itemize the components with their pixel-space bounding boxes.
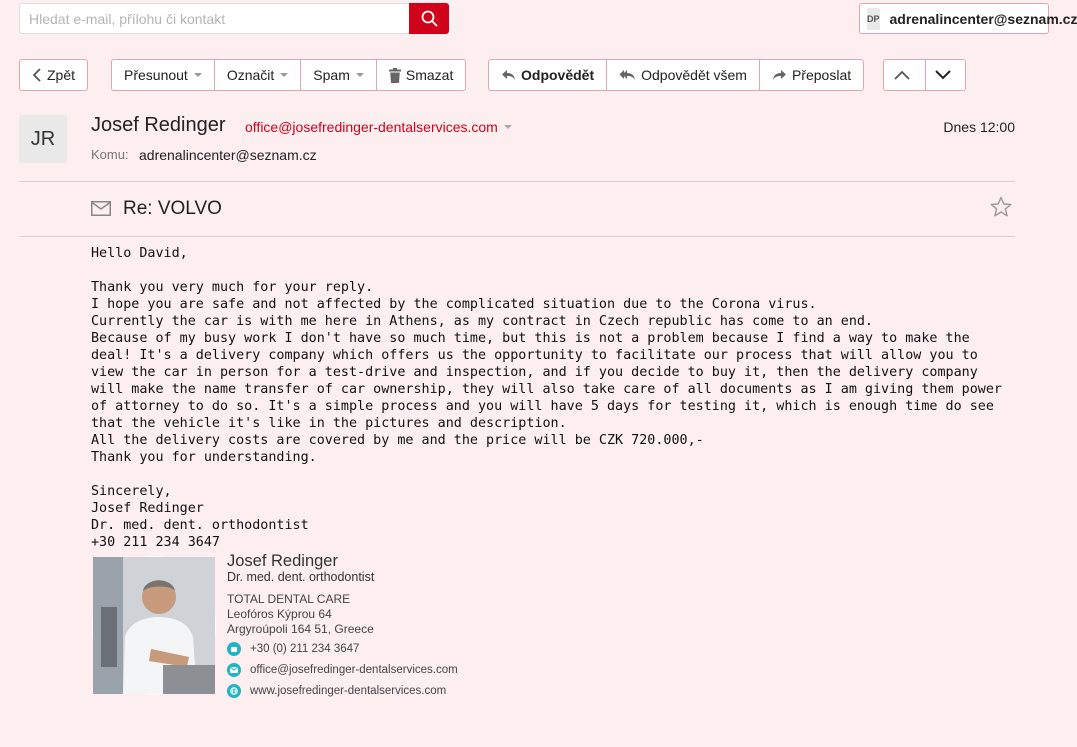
- mail-icon: [227, 663, 241, 677]
- previous-message-button[interactable]: [884, 60, 925, 90]
- signature-name: Josef Redinger: [227, 552, 338, 570]
- to-label: Komu:: [91, 147, 129, 162]
- trash-icon: [389, 68, 401, 83]
- next-message-button[interactable]: [925, 60, 965, 90]
- move-label: Přesunout: [124, 67, 188, 83]
- star-icon[interactable]: [990, 196, 1012, 218]
- chevron-down-icon: [935, 70, 951, 80]
- subject-divider: [19, 236, 1015, 237]
- reply-all-icon: [619, 69, 636, 81]
- sender-email-text: office@josefredinger-dentalservices.com: [245, 119, 498, 135]
- back-group: [19, 59, 88, 91]
- globe-icon: [227, 684, 241, 698]
- spam-button[interactable]: [300, 60, 376, 90]
- caret-down-icon: [356, 73, 364, 77]
- spam-label: Spam: [313, 67, 350, 83]
- signature-company: TOTAL DENTAL CARE: [227, 592, 351, 606]
- header-divider: [19, 181, 1015, 182]
- actions-group: [111, 59, 466, 91]
- move-button[interactable]: [112, 60, 214, 90]
- chevron-left-icon: [32, 68, 42, 82]
- reply-label: Odpovědět: [521, 67, 595, 83]
- account-menu[interactable]: [859, 3, 1077, 34]
- forward-button[interactable]: [759, 60, 863, 90]
- reply-group: [488, 59, 864, 91]
- signature-email: office@josefredinger-dentalservices.com: [250, 664, 458, 676]
- chevron-up-icon: [894, 70, 910, 80]
- message-body: Hello David, Thank you very much for your reply. I hope you are safe and not affected by the complicated situation due to the Corona virus. Currently the car is with me here in Athens, as my contract in Czech republic has come to an end. Because of my busy work I don't have so much time, but this is not a problem because I find a way to make the deal! It's a delivery company which offers us the opportunity to facilitate our process that will allow you to view the car in person for a test-drive and inspection, and if you decide to buy it, then the delivery company will make the name transfer of car ownership, they will also take care of all documents as I am giving them power of attorney to do so. It's a simple process and you will have 5 days for testing it, which is enough time do see that the vehicle it's like in the pictures and description. All the delivery costs are covered by me and the price will be CZK 720.000,- Thank you for understanding. Sincerely, Josef Redinger Dr. med. dent. orthodontist +30 211 234 3647: [91, 246, 1002, 550]
- caret-down-icon: [194, 73, 202, 77]
- account-avatar: DP: [867, 8, 880, 30]
- reply-all-button[interactable]: [606, 60, 759, 90]
- forward-icon: [772, 69, 787, 81]
- signature-city: Argyroúpoli 164 51, Greece: [227, 622, 374, 636]
- forward-label: Přeposlat: [791, 67, 852, 83]
- navigation-group: [883, 59, 966, 91]
- delete-button[interactable]: [376, 60, 465, 90]
- phone-icon: [227, 642, 241, 656]
- reply-all-label: Odpovědět všem: [641, 67, 747, 83]
- signature-phone-row: [227, 642, 359, 656]
- reply-button[interactable]: [489, 60, 606, 90]
- message-date: Dnes 12:00: [943, 119, 1015, 135]
- back-label: Zpět: [47, 67, 76, 83]
- message-subject: Re: VOLVO: [123, 198, 222, 219]
- signature-photo: [93, 557, 215, 694]
- sender-email[interactable]: [245, 119, 512, 135]
- search-bar: [19, 3, 449, 34]
- envelope-icon: [91, 201, 111, 216]
- signature-web-row[interactable]: [227, 684, 446, 698]
- account-email: adrenalincenter@seznam.cz: [889, 10, 1077, 27]
- mark-button[interactable]: [214, 60, 300, 90]
- back-button[interactable]: [20, 60, 87, 90]
- search-input[interactable]: [19, 3, 409, 34]
- caret-down-icon: [280, 73, 288, 77]
- search-button[interactable]: [409, 3, 449, 34]
- reply-icon: [501, 69, 516, 81]
- caret-down-icon: [504, 125, 512, 129]
- signature-phone: +30 (0) 211 234 3647: [250, 643, 360, 655]
- sender-avatar: JR: [19, 115, 67, 163]
- to-address: adrenalincenter@seznam.cz: [139, 147, 317, 163]
- signature-web: www.josefredinger-dentalservices.com: [250, 685, 447, 697]
- signature-email-row[interactable]: [227, 663, 458, 677]
- signature-title: Dr. med. dent. orthodontist: [227, 570, 375, 584]
- signature-street: Leofóros Kýprou 64: [227, 607, 332, 621]
- search-icon: [421, 10, 438, 27]
- delete-label: Smazat: [405, 67, 454, 83]
- mark-label: Označit: [226, 67, 275, 83]
- sender-name: Josef Redinger: [91, 114, 226, 136]
